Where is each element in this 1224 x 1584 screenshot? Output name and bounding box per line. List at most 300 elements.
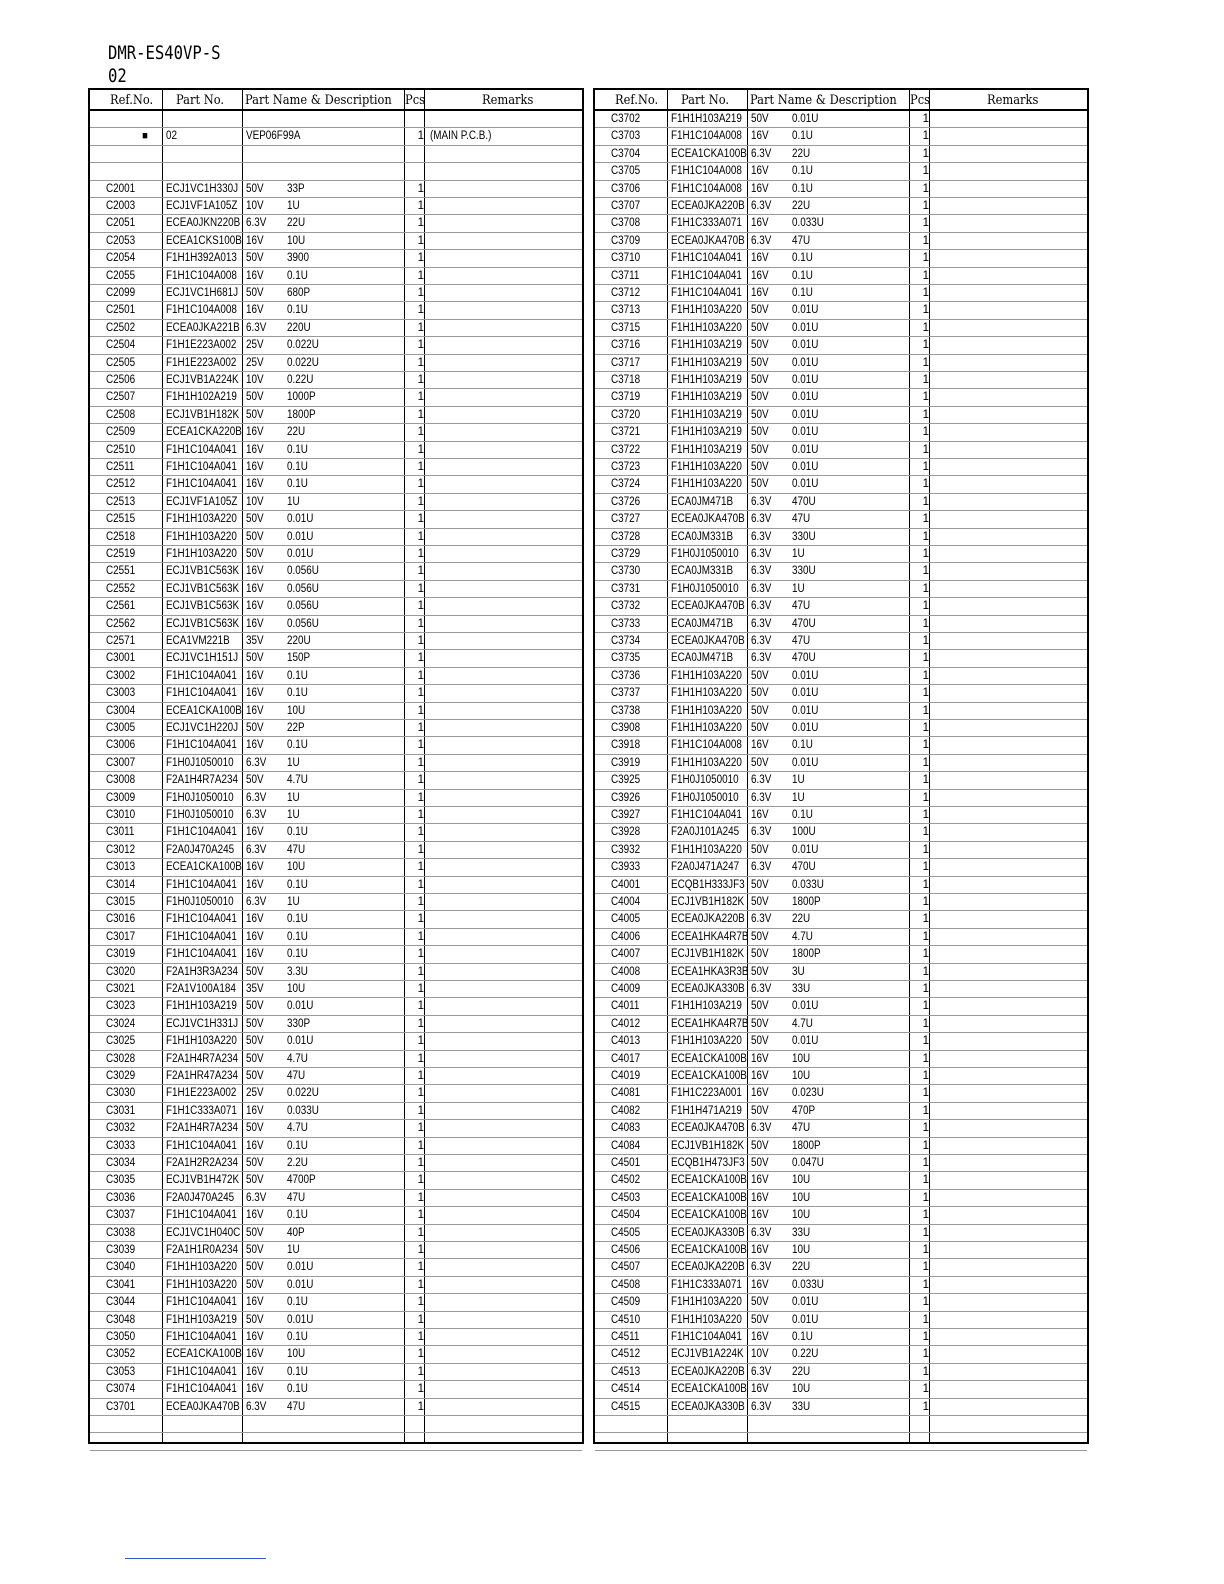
pcs-cell: 1 [417,443,424,456]
rating-cell: 16V [246,913,264,926]
table-row [90,546,582,563]
table-row [595,1416,1087,1433]
value-cell: 0.01U [792,391,819,404]
value-cell: 47U [792,635,811,647]
pcs-cell: 1 [417,722,424,734]
header-pcs: Pcs [405,93,425,108]
table-row [595,372,1087,389]
pcs-cell: 1 [417,391,424,404]
pcs-cell: 1 [922,130,929,143]
table-row [90,633,582,650]
ref-no-cell: C3717 [611,356,641,369]
part-no-cell: F1H1E223A002 [166,356,237,369]
table-row [90,563,582,580]
value-cell: 33P [287,182,305,195]
rating-cell: 6.3V [751,513,772,526]
table-row [90,1329,582,1346]
table-row [595,268,1087,285]
table-row [595,181,1087,198]
table-row [595,598,1087,615]
pcs-cell: 1 [922,1278,929,1291]
pcs-cell: 1 [922,704,929,717]
rating-cell: 50V [751,843,769,856]
table-row [90,964,582,981]
table-row [595,1312,1087,1329]
table-row [90,407,582,424]
part-no-cell: F1H1H103A220 [671,843,742,856]
table-row [90,755,582,772]
ref-no-cell: C3709 [611,234,641,247]
ref-no-cell: C3737 [611,687,641,700]
value-cell: 0.01U [792,461,819,473]
value-cell: 22U [792,1261,811,1274]
table-row [90,581,582,598]
ref-no-cell: C3927 [611,809,641,821]
part-no-cell: F2A1HR47A234 [166,1070,239,1082]
rating-cell: 50V [246,513,264,526]
rating-cell: 16V [246,1383,264,1396]
value-cell: 0.1U [287,1209,308,1222]
table-row [90,598,582,615]
pcs-cell: 1 [922,983,929,995]
ref-no-cell: C3019 [106,948,136,961]
part-no-cell: F1H1H103A219 [671,443,742,456]
part-no-cell: F1H1C104A008 [166,269,237,282]
table-row [90,981,582,998]
table-row [90,1068,582,1085]
table-row [595,355,1087,372]
value-cell: 10U [792,1052,811,1065]
value-cell: 0.01U [792,1296,819,1309]
table-row [90,685,582,702]
part-no-cell: ECJ1VB1H182K [671,1139,745,1152]
part-no-cell: F1H1H103A220 [166,513,237,526]
table-row [90,1277,582,1294]
table-row [595,790,1087,807]
table-row [595,1033,1087,1050]
value-cell: 0.01U [792,321,819,334]
value-cell: 0.1U [792,165,813,178]
pcs-cell: 1 [922,287,929,299]
value-cell: 0.01U [792,339,819,352]
value-cell: 22U [792,913,811,926]
ref-no-cell: C3011 [106,826,135,839]
table-row [595,476,1087,493]
part-no-cell: ECEA0JKA470B [671,635,745,647]
value-cell: 0.1U [287,930,308,943]
ref-no-cell: C4007 [611,948,641,961]
table-row [595,529,1087,546]
table-row [595,1103,1087,1120]
rating-cell: 6.3V [751,617,772,630]
table-row [90,233,582,250]
table-row [595,215,1087,232]
table-row [595,685,1087,702]
footer-divider [125,1558,266,1559]
ref-no-cell: C3727 [611,513,641,526]
value-cell: 470U [792,652,816,665]
part-no-cell: F1H1H103A220 [166,548,237,560]
ref-no-cell: C3707 [611,200,641,212]
table-row [90,703,582,720]
part-no-cell: F1H1C104A041 [166,443,237,456]
pcs-cell: 1 [922,739,929,752]
part-no-cell: F1H1C104A041 [671,269,742,282]
ref-no-cell: C2507 [106,391,136,404]
table-row [595,650,1087,667]
ref-no-cell: C4506 [611,1244,641,1256]
rating-cell: 6.3V [751,983,772,995]
part-no-cell: F1H1C223A001 [671,1087,742,1100]
value-cell: 0.01U [287,530,314,543]
table-row [595,146,1087,163]
table-row [595,911,1087,928]
rating-cell: 50V [246,1000,264,1013]
pcs-cell: 1 [417,1313,424,1326]
part-no-cell: F2A1H4R7A234 [166,1122,239,1135]
pcs-cell: 1 [922,1400,929,1413]
ref-no-cell: C3013 [106,861,136,874]
ref-no-cell: C2571 [106,635,136,647]
part-no-cell: ECJ1VC1H040C [166,1226,241,1239]
table-row [90,1085,582,1102]
pcs-cell: 1 [417,600,424,613]
table-row [90,476,582,493]
rating-cell: 6.3V [751,791,772,804]
ref-no-cell: C3039 [106,1244,136,1256]
rating-cell: 50V [751,878,769,891]
rating-cell: 6.3V [246,756,267,769]
part-no-cell: F1H1H103A220 [671,1035,742,1048]
pcs-cell: 1 [417,791,424,804]
rating-cell: 6.3V [751,1261,772,1274]
rating-cell: 6.3V [751,1226,772,1239]
rating-cell: 16V [246,948,264,961]
ref-no-cell: C2561 [106,600,136,613]
part-no-cell: ECJ1VB1H182K [166,408,240,421]
value-cell: 0.1U [287,304,308,317]
pcs-cell: 1 [922,617,929,630]
table-row [595,1242,1087,1259]
rating-cell: 25V [246,1087,264,1100]
table-row [595,1120,1087,1137]
pcs-cell: 1 [922,1104,929,1117]
table-row [90,511,582,528]
rating-cell: 6.3V [246,896,267,908]
table-row [595,807,1087,824]
part-no-cell: F1H1H103A220 [671,478,742,491]
pcs-cell: 1 [922,843,929,856]
ref-no-cell: C2501 [106,304,136,317]
part-no-cell: ECEA1CKA100B [166,1348,242,1361]
value-cell: 10U [287,983,306,995]
table-header [595,90,1087,111]
header-description: Part Name & Description [245,93,392,108]
value-cell: 0.01U [792,356,819,369]
table-row [90,1225,582,1242]
ref-no-cell: C3732 [611,600,641,613]
rating-cell: 50V [751,704,769,717]
part-no-cell: F2A1V100A184 [166,983,236,995]
part-no-cell: ECEA0JKA470B [671,600,745,613]
rating-cell: 50V [246,1278,264,1291]
ref-no-cell: C3002 [106,669,136,682]
part-no-cell: F1H1H103A219 [166,1313,237,1326]
part-no-cell: F1H1C333A071 [166,1104,237,1117]
rating-cell: 16V [751,252,769,265]
header-remarks: Remarks [987,93,1039,108]
part-no-cell: ECEA1CKA100B [166,704,242,717]
part-no-cell: ECEA0JKA470B [166,1400,240,1413]
table-row [595,824,1087,841]
value-cell: 33U [792,1226,811,1239]
part-no-cell: F1H1C104A041 [166,1331,237,1343]
part-no-cell: ECEA0JKA470B [671,234,745,247]
table-row [595,755,1087,772]
rating-cell: 50V [751,461,769,473]
part-no-cell: F1H1C104A041 [166,1209,237,1222]
part-no-cell: F2A1H4R7A234 [166,1052,239,1065]
pcs-cell: 1 [922,1296,929,1309]
rating-cell: 6.3V [751,548,772,560]
rating-cell: 6.3V [751,200,772,212]
part-no-cell: ECJ1VB1C563K [166,582,240,595]
part-no-cell: F1H0J1050010 [166,756,234,769]
rating-cell: 6.3V [751,1400,772,1413]
ref-no-cell: C3017 [106,930,136,943]
rating-cell: 50V [751,930,769,943]
pcs-cell: 1 [922,269,929,282]
ref-no-cell: C4514 [611,1383,641,1396]
part-no-cell: ECEA1HKA4R7B [671,1017,749,1030]
part-no-cell: F1H1C104A041 [166,739,237,752]
value-cell: 4700P [287,1174,316,1187]
rating-cell: 6.3V [246,1400,267,1413]
part-no-cell: F1H1H103A220 [671,687,742,700]
value-cell: 0.1U [792,182,813,195]
part-no-cell: ECA0JM331B [671,565,734,578]
pcs-cell: 1 [922,756,929,769]
part-no-cell: F1H1C104A041 [166,687,237,700]
ref-no-cell: C3007 [106,756,136,769]
rating-cell: 16V [751,130,769,143]
pcs-cell: 1 [922,652,929,665]
section-number: 02 [108,65,127,87]
ref-no-cell: C4512 [611,1348,641,1361]
pcs-cell: 1 [417,1209,424,1222]
value-cell: 0.1U [792,739,813,752]
rating-cell: 50V [246,530,264,543]
ref-no-cell: C2003 [106,200,136,212]
value-cell: 47U [792,234,811,247]
ref-no-cell: C4511 [611,1331,640,1343]
rating-cell: 50V [246,1174,264,1187]
ref-no-cell: C4012 [611,1017,641,1030]
part-no-cell: F1H1C333A071 [671,1278,742,1291]
value-cell: 0.01U [792,113,819,125]
pcs-cell: 1 [922,1261,929,1274]
value-cell: 0.1U [287,1139,308,1152]
rating-cell: 6.3V [751,530,772,543]
ref-no-cell: C3044 [106,1296,136,1309]
table-row [90,459,582,476]
part-no-cell: F2A1H2R2A234 [166,1157,239,1169]
pcs-cell: 1 [417,1174,424,1187]
value-cell: 47U [287,1191,306,1204]
value-cell: 0.01U [792,408,819,421]
table-row [595,302,1087,319]
part-no-cell: F1H1C333A071 [671,217,742,230]
value-cell: 0.01U [792,1313,819,1326]
rating-cell: 16V [751,1087,769,1100]
rating-cell: 6.3V [246,321,267,334]
value-cell: 10U [287,1348,306,1361]
ref-no-cell: C2519 [106,548,136,560]
pcs-cell: 1 [417,809,424,821]
part-no-cell: F1H1H103A219 [671,1000,742,1013]
ref-no-cell: C3036 [106,1191,136,1204]
rating-cell: 50V [246,391,264,404]
part-no-cell: F1H1H103A219 [166,1000,237,1013]
table-row [90,111,582,128]
value-cell: 0.1U [287,669,308,682]
value-cell: 1U [287,809,300,821]
ref-no-cell: C2099 [106,287,136,299]
rating-cell: 10V [751,1348,769,1361]
ref-no-cell: C2053 [106,234,136,247]
table-row [90,1172,582,1189]
pcs-cell: 1 [417,513,424,526]
rating-cell: 50V [751,426,769,439]
rating-cell: 50V [751,669,769,682]
ref-no-cell: C3726 [611,495,641,508]
ref-no-cell: C3710 [611,252,641,265]
ref-no-cell: C4008 [611,965,641,978]
table-row [90,668,582,685]
value-cell: 22P [287,722,305,734]
part-no-cell: ECA0JM471B [671,617,734,630]
ref-no-cell: C4011 [611,1000,640,1013]
value-cell: 0.1U [792,287,813,299]
value-cell: 1U [287,896,300,908]
ref-no-cell: C4082 [611,1104,641,1117]
part-no-cell: F1H1H392A013 [166,252,237,265]
table-row [595,1277,1087,1294]
pcs-cell: 1 [417,635,424,647]
value-cell: 1800P [792,1139,821,1152]
pcs-cell: 1 [417,669,424,682]
value-cell: 0.056U [287,600,319,613]
ref-no-cell: C3050 [106,1331,136,1343]
rating-cell: 16V [246,704,264,717]
value-cell: 0.1U [287,948,308,961]
rating-cell: 16V [246,1209,264,1222]
value-cell: 0.01U [792,756,819,769]
value-cell: 1800P [792,948,821,961]
rating-cell: 50V [246,1313,264,1326]
rating-cell: 35V [246,983,264,995]
rating-cell: 6.3V [751,774,772,787]
ref-no-cell: C3705 [611,165,641,178]
table-row [90,824,582,841]
part-no-cell: F1H1C104A008 [671,182,742,195]
rating-cell: 50V [751,321,769,334]
rating-cell: 50V [751,356,769,369]
value-cell: 40P [287,1226,305,1239]
pcs-cell: 1 [417,269,424,282]
rating-cell: 50V [246,774,264,787]
value-cell: 0.1U [287,826,308,839]
part-no-cell: ECEA1CKA100B [671,1174,747,1187]
part-no-cell: ECA0JM471B [671,495,734,508]
part-no-cell: ECEA1HKA4R7B [671,930,749,943]
rating-cell: 50V [246,1052,264,1065]
ref-no-cell: C3031 [106,1104,136,1117]
rating-cell: 6.3V [246,791,267,804]
pcs-cell: 1 [922,1139,929,1152]
value-cell: 3900 [287,252,310,265]
table-row [90,911,582,928]
part-no-cell: F1H1C104A041 [166,930,237,943]
part-no-cell: ECQB1H333JF3 [671,878,745,891]
ref-no-cell: C4001 [611,878,641,891]
pcs-cell: 1 [922,356,929,369]
rating-cell: 50V [751,687,769,700]
ref-no-cell: C3713 [611,304,641,317]
part-no-cell: ECEA1CKA100B [671,147,747,160]
value-cell: 0.022U [287,339,319,352]
value-cell: 10U [792,1191,811,1204]
value-cell: 0.1U [792,252,813,265]
ref-no-cell: C3926 [611,791,641,804]
ref-no-cell: C3032 [106,1122,136,1135]
rating-cell: 16V [751,1331,769,1343]
table-row [90,894,582,911]
value-cell: 47U [792,1122,811,1135]
value-cell: 0.01U [792,304,819,317]
pcs-cell: 1 [922,1331,929,1343]
rating-cell: 16V [751,182,769,195]
rating-cell: 50V [246,1261,264,1274]
ref-no-cell: C3712 [611,287,641,299]
value-cell: 0.033U [792,1278,824,1291]
header-pcs: Pcs [910,93,930,108]
part-no-cell: ECJ1VC1H151J [166,652,239,665]
ref-no-cell: C3028 [106,1052,136,1065]
ref-no-cell: C3908 [611,722,641,734]
pcs-cell: 1 [417,1070,424,1082]
part-no-cell: F1H1H103A220 [671,321,742,334]
rating-cell: 10V [246,200,264,212]
pcs-cell: 1 [417,826,424,839]
ref-no-cell: C3004 [106,704,136,717]
value-cell: 0.01U [792,443,819,456]
ref-no-cell: C3706 [611,182,641,195]
value-cell: 47U [792,600,811,613]
rating-cell: 16V [751,1191,769,1204]
pcs-cell: 1 [922,548,929,560]
table-row [90,1312,582,1329]
part-no-cell: F1H1C104A041 [166,669,237,682]
pcs-cell: 1 [417,1104,424,1117]
value-cell: 0.1U [792,1331,813,1343]
value-cell: 1U [287,495,300,508]
ref-no-cell: C3724 [611,478,641,491]
value-cell: 0.01U [792,669,819,682]
ref-no-cell: C2055 [106,269,136,282]
rating-cell: 16V [246,617,264,630]
pcs-cell: 1 [922,582,929,595]
